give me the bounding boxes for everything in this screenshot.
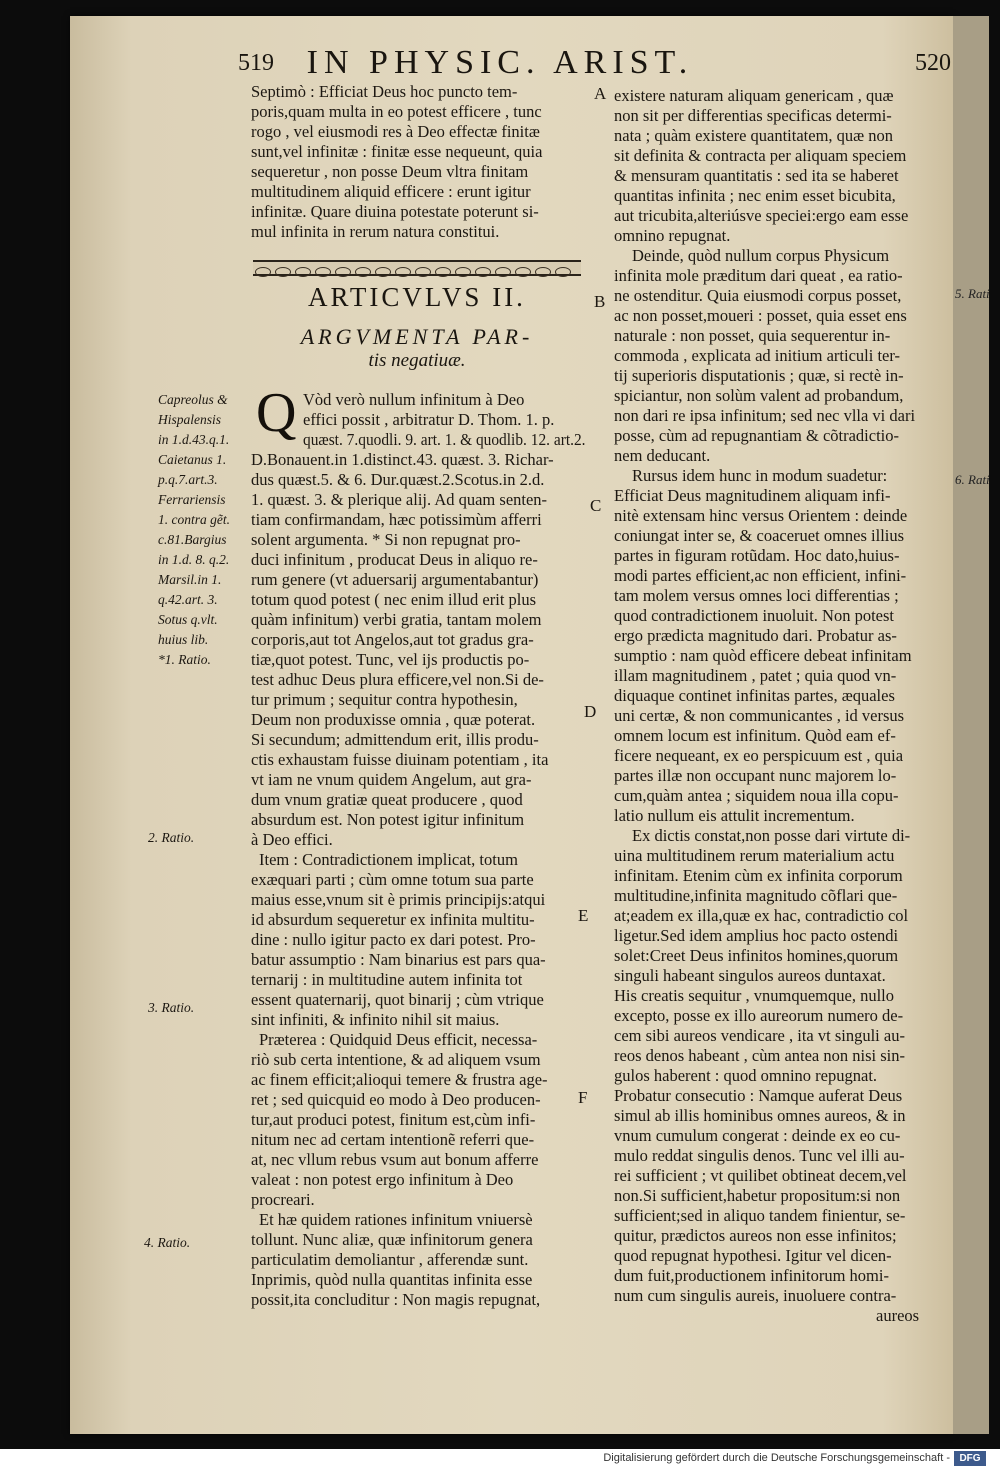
text-line: ctis exhaustam fuisse diuinam potentiam , ita xyxy=(251,750,549,769)
text-line: vnum cumulum congerat : deinde ex eo cu- xyxy=(614,1126,901,1145)
text-line: dine : nullo igitur pacto ex dari potest. Pro- xyxy=(251,930,536,949)
text-line: gulos haberent : quod omnino repugnat. xyxy=(614,1066,878,1085)
text-line: rogo , vel eiusmodi res à Deo effectæ finitæ xyxy=(251,122,540,141)
text-line: Deum non produxisse omnia , quæ poterat. xyxy=(251,710,536,729)
text-line: latio nullum eis attulit incrementum. xyxy=(614,806,855,825)
ornament-ring xyxy=(335,267,351,277)
text-line: procreari. xyxy=(251,1190,315,1209)
text-line: ne ostenditur. Quia eiusmodi corpus posset, xyxy=(614,286,902,305)
text-line: infinitæ. Quare diuina potestate poterunt si- xyxy=(251,202,539,221)
edge-note: 6. Rati xyxy=(955,472,990,487)
text-line: quitur, prædictos aureos non esse infinitos; xyxy=(614,1226,897,1245)
text-line: & mensuram quantitatis : sed ita se haberet xyxy=(614,166,899,185)
text-line: Vòd verò nullum infinitum à Deo xyxy=(303,390,525,409)
text-line: quantitas infinita ; nec enim esset bicubita, xyxy=(614,186,896,205)
ornament-ring xyxy=(355,267,371,277)
text-line: dum fuit,productionem infinitorum homi- xyxy=(614,1266,889,1285)
text-line: batur assumptio : Nam binarius est pars qua- xyxy=(251,950,546,969)
text-line: non dari re ipsa infinitum; sed nec vlla vi dari xyxy=(614,406,916,425)
text-line: omnino repugnat. xyxy=(614,226,731,245)
ornament-ring xyxy=(415,267,431,277)
text-line: sufficient;sed in aliquo tandem finientur, se- xyxy=(614,1206,906,1225)
ornament-ring xyxy=(495,267,511,277)
edge-note: 5. Rati xyxy=(955,286,990,301)
text-line: infinitam. Etenim cùm ex infinita corporum xyxy=(614,866,903,885)
dfg-logo: DFG xyxy=(954,1451,986,1466)
ornament-ring xyxy=(295,267,311,277)
text-line: absurdum est. Non potest igitur infinitum xyxy=(251,810,525,829)
text-line: exæquari parti ; cùm omne totum sua parte xyxy=(251,870,534,889)
text-line: at;eadem ex illa,quæ ex hac, contradictio col xyxy=(614,906,909,925)
ornament-ring xyxy=(435,267,451,277)
text-line: ternarij : in multitudine autem infinita tot xyxy=(251,970,523,989)
text-line: illam magnitudinem , patet ; quia quod vn- xyxy=(614,666,897,685)
text-line: cum,quàm antea ; siquidem noua illa copu- xyxy=(614,786,899,805)
text-line: uni certæ, & non communicantes , id versus xyxy=(614,706,905,725)
text-line: excepto, posse ex illo aureorum numero de- xyxy=(614,1006,904,1025)
digitization-footer xyxy=(0,1449,1000,1471)
text-line: dum vnum gratiæ queat producere , quod xyxy=(251,790,523,809)
text-line: tiam confirmandam, hæc potissimùm afferri xyxy=(251,510,542,529)
text-line: nata ; quàm existere quantitatem, quæ non xyxy=(614,126,894,145)
text-line: sumptio : nam quòd efficere debeat infinitam xyxy=(614,646,912,665)
ornament-ring xyxy=(475,267,491,277)
text-line: ac non posset,moueri : posset, quia esset ens xyxy=(614,306,907,325)
text-line: partes in figuram rotũdam. Hoc dato,huius- xyxy=(614,546,900,565)
text-line: Item : Contradictionem implicat, totum xyxy=(259,850,518,869)
ornament-ring xyxy=(395,267,411,277)
ornament-ring xyxy=(555,267,571,277)
text-line: at, nec vllum rebus vsum aut bonum afferre xyxy=(251,1150,539,1169)
text-line: tur primum ; sequitur contra hypothesin, xyxy=(251,690,518,709)
text-line: rei sufficient ; vt quilibet obtineat decem,vel xyxy=(614,1166,907,1185)
text-line: Septimò : Efficiat Deus hoc puncto tem- xyxy=(251,82,518,101)
text-line: commoda , explicata ad initium articuli ter- xyxy=(614,346,901,365)
side-note: Hispalensis xyxy=(158,412,222,427)
text-line: test adhuc Deus plura efficere,vel non.Si de- xyxy=(251,670,544,689)
text-line: Efficiat Deus magnitudinem aliquam infi- xyxy=(614,486,891,505)
text-line: totum quod potest ( nec enim illud erit plus xyxy=(251,590,537,609)
text-line: mulo reddat singulis denos. Tunc vel illi au- xyxy=(614,1146,905,1165)
text-line: solent argumenta. * Si non repugnat pro- xyxy=(251,530,521,549)
text-line: 1. quæst. 3. & plerique alij. Ad quam senten- xyxy=(251,490,548,509)
section-marker: A xyxy=(594,84,607,103)
ornament-ring xyxy=(315,267,331,277)
text-line: ret ; sed quicquid eo modo à Deo producen- xyxy=(251,1090,541,1109)
text-line: Deinde, quòd nullum corpus Physicum xyxy=(632,246,890,265)
text-line: rum genere (vt aduersarij argumentabantur) xyxy=(251,570,539,589)
side-note: Marsil.in 1. xyxy=(158,572,222,587)
text-line: cem sibi aureos vendicare , ita vt singuli au- xyxy=(614,1026,905,1045)
text-line: aut tricubita,alteriúsve speciei:ergo eam esse xyxy=(614,206,909,225)
text-line: ac finem efficit;alioqui temere & frustra age- xyxy=(251,1070,548,1089)
ornament-ring xyxy=(255,267,271,277)
text-line: sequeretur , non posse Deum vltra finitam xyxy=(251,162,529,181)
text-line: effici possit , arbitratur D. Thom. 1. p. xyxy=(303,410,555,429)
text-line: multitudine,infinita magnitudo cõflari que- xyxy=(614,886,898,905)
text-line: poris,quam multa in eo potest efficere , tunc xyxy=(251,102,542,121)
text-line: corporis,aut tot Angelos,aut tot gradus gra- xyxy=(251,630,534,649)
text-line: tollunt. Nunc aliæ, quæ infinitorum genera xyxy=(251,1230,533,1249)
facing-page-edge xyxy=(953,16,989,1434)
text-line: non.Si sufficient,habetur propositum:si non xyxy=(614,1186,901,1205)
text-line: tiæ,quot potest. Tunc, vel ijs productis po- xyxy=(251,650,530,669)
text-line: id absurdum sequeretur ex infinita multitu- xyxy=(251,910,535,929)
drop-cap: Q xyxy=(256,382,297,444)
text-line: possit,ita concluditur : Non magis repugnat, xyxy=(251,1290,541,1309)
text-line: uina multitudinem rerum materialium actu xyxy=(614,846,895,865)
text-line: solet:Creet Deus infinitos homines,quorum xyxy=(614,946,899,965)
text-line: Inprimis, quòd nulla quantitas infinita esse xyxy=(251,1270,533,1289)
text-line: Et hæ quidem rationes infinitum vniuersè xyxy=(259,1210,533,1229)
side-note: Caietanus 1. xyxy=(158,452,227,467)
text-line: naturale : non posset, quia sequerentur in- xyxy=(614,326,891,345)
text-line: nitum nec ad certam intentionẽ referri que- xyxy=(251,1130,535,1149)
text-line: sit definita & contracta per aliquam speciem xyxy=(614,146,907,165)
running-title: IN PHYSIC. ARIST. xyxy=(306,44,694,81)
text-line: singuli habeant singulos aureos duntaxat. xyxy=(614,966,886,985)
text-line: sunt,vel infinitæ : finitæ esse nequeunt, quia xyxy=(251,142,543,161)
ornament-ring xyxy=(375,267,391,277)
text-line: simul ab illis hominibus omnes aureos, & in xyxy=(614,1106,906,1125)
text-line: à Deo effici. xyxy=(251,830,333,849)
side-note: p.q.7.art.3. xyxy=(158,472,218,487)
ornament-ring xyxy=(455,267,471,277)
text-line: ficere nequeant, ex eo perspicuum est , quia xyxy=(614,746,904,765)
text-line: Probatur consecutio : Namque auferat Deus xyxy=(614,1086,903,1105)
section-marker: C xyxy=(590,496,602,515)
text-line: nem deducant. xyxy=(614,446,711,465)
text-line: tur,aut produci potest, finitum est,cùm infi- xyxy=(251,1110,536,1129)
side-note: 1. contra gẽt. xyxy=(158,512,230,527)
side-note: Sotus q.vlt. xyxy=(158,612,218,627)
text-line: essent quaternarij, quot binarij ; cùm vtrique xyxy=(251,990,544,1009)
text-line: posse, cùm ad repugnantiam & cõtradictio- xyxy=(614,426,899,445)
text-line: sint infiniti, & infinito nihil sit maius. xyxy=(251,1010,500,1029)
side-note: Ferrariensis xyxy=(158,492,226,507)
section-marker: B xyxy=(594,292,606,311)
text-line: spiciantur, non solùm valent ad probandum, xyxy=(614,386,904,405)
side-note: 2. Ratio. xyxy=(148,830,195,845)
article-title: ARTICVLVS II. xyxy=(308,282,526,312)
text-line: ergo prædicta magnitudo dari. Probatur as- xyxy=(614,626,897,645)
text-line: Ex dictis constat,non posse dari virtute di- xyxy=(632,826,911,845)
side-note: 3. Ratio. xyxy=(148,1000,195,1015)
text-line: quæst. 7.quodli. 9. art. 1. & quodlib. 12. art.2. xyxy=(303,430,586,449)
side-note: huius lib. xyxy=(158,632,209,647)
text-line: mul infinita in rerum natura constitui. xyxy=(251,222,500,241)
text-line: coniungat inter se, & coaceruet omnes illius xyxy=(614,526,905,545)
text-line: tij superioris disputationis ; quæ, si rectè in- xyxy=(614,366,904,385)
text-line: partes illæ non occupant nunc majorem lo- xyxy=(614,766,897,785)
side-note: in 1.d.43.q.1. xyxy=(158,432,230,447)
section-marker: F xyxy=(578,1088,588,1107)
text-line: maius esse,vnum sit è primis principijs:atqui xyxy=(251,890,546,909)
catchword: aureos xyxy=(876,1306,920,1325)
side-note: c.81.Bargius xyxy=(158,532,227,547)
text-line: Præterea : Quidquid Deus efficit, necessa- xyxy=(259,1030,538,1049)
section-marker: E xyxy=(578,906,589,925)
text-line: quàm infinitum) verbi gratia, tantam molem xyxy=(251,610,542,629)
page-number-left: 519 xyxy=(238,50,274,76)
text-line: existere naturam aliquam genericam , quæ xyxy=(614,86,894,105)
ornament-ring xyxy=(535,267,551,277)
text-line: duci infinitum , producat Deus in aliquo re- xyxy=(251,550,538,569)
text-line: omnem locum est infinitum. Quòd eam ef- xyxy=(614,726,896,745)
text-line: His creatis sequitur , vnumquemque, nullo xyxy=(614,986,894,1005)
side-note: in 1.d. 8. q.2. xyxy=(158,552,230,567)
text-line: modi partes efficient,ac non efficient, infini- xyxy=(614,566,907,585)
text-line: infinita mole præditum dari queat , ea ratio- xyxy=(614,266,903,285)
ornament-rule xyxy=(253,260,581,276)
text-line: valeat : non potest ergo infinitum à Deo xyxy=(251,1170,514,1189)
ornament-ring xyxy=(275,267,291,277)
side-note: *1. Ratio. xyxy=(158,652,211,667)
text-line: Rursus idem hunc in modum suadetur: xyxy=(632,466,888,485)
section-marker: D xyxy=(584,702,597,721)
text-line: reos denos habeant , cùm antea non nisi sin- xyxy=(614,1046,905,1065)
text-line: num cum singulis aureis, inuoluere contra- xyxy=(614,1286,897,1305)
argument-title: ARGVMENTA PAR- xyxy=(300,324,534,349)
text-line: Si secundum; admittendum erit, illis produ- xyxy=(251,730,539,749)
text-line: diquaque continet infinitas partes, æquales xyxy=(614,686,895,705)
text-line: multitudinem aliquid efficere : erunt igitur xyxy=(251,182,531,201)
argument-subtitle: tis negatiuæ. xyxy=(368,350,466,371)
text-line: non sit per differentias specificas determi- xyxy=(614,106,892,125)
footer-text: Digitalisierung gefördert durch die Deutsche Forschungsgemeinschaft - xyxy=(603,1452,950,1464)
text-line: particulatim demoliantur , afferendæ sunt. xyxy=(251,1250,529,1269)
text-line: tam molem versus omnes loci differentias ; xyxy=(614,586,899,605)
text-line: vt iam ne vnum quidem Angelum, aut gra- xyxy=(251,770,532,789)
side-note: q.42.art. 3. xyxy=(158,592,218,607)
page-number-right: 520 xyxy=(915,50,951,76)
text-line: dus quæst.5. & 6. Dur.quæst.2.Scotus.in 2.d. xyxy=(251,470,545,489)
ornament-ring xyxy=(515,267,531,277)
text-line: nitè extensam hinc versus Orientem : deinde xyxy=(614,506,908,525)
side-note: Capreolus & xyxy=(158,392,228,407)
text-line: ligetur.Sed idem amplius hoc pacto ostendi xyxy=(614,926,899,945)
text-line: quod contradictionem inuoluit. Non potest xyxy=(614,606,895,625)
side-note: 4. Ratio. xyxy=(144,1235,191,1250)
text-line: riò sub certa intentione, & ad aliquem vsum xyxy=(251,1050,541,1069)
text-line: D.Bonauent.in 1.distinct.43. quæst. 3. Richar- xyxy=(251,450,554,469)
text-line: quod repugnat hypothesi. Igitur vel dicen- xyxy=(614,1246,892,1265)
